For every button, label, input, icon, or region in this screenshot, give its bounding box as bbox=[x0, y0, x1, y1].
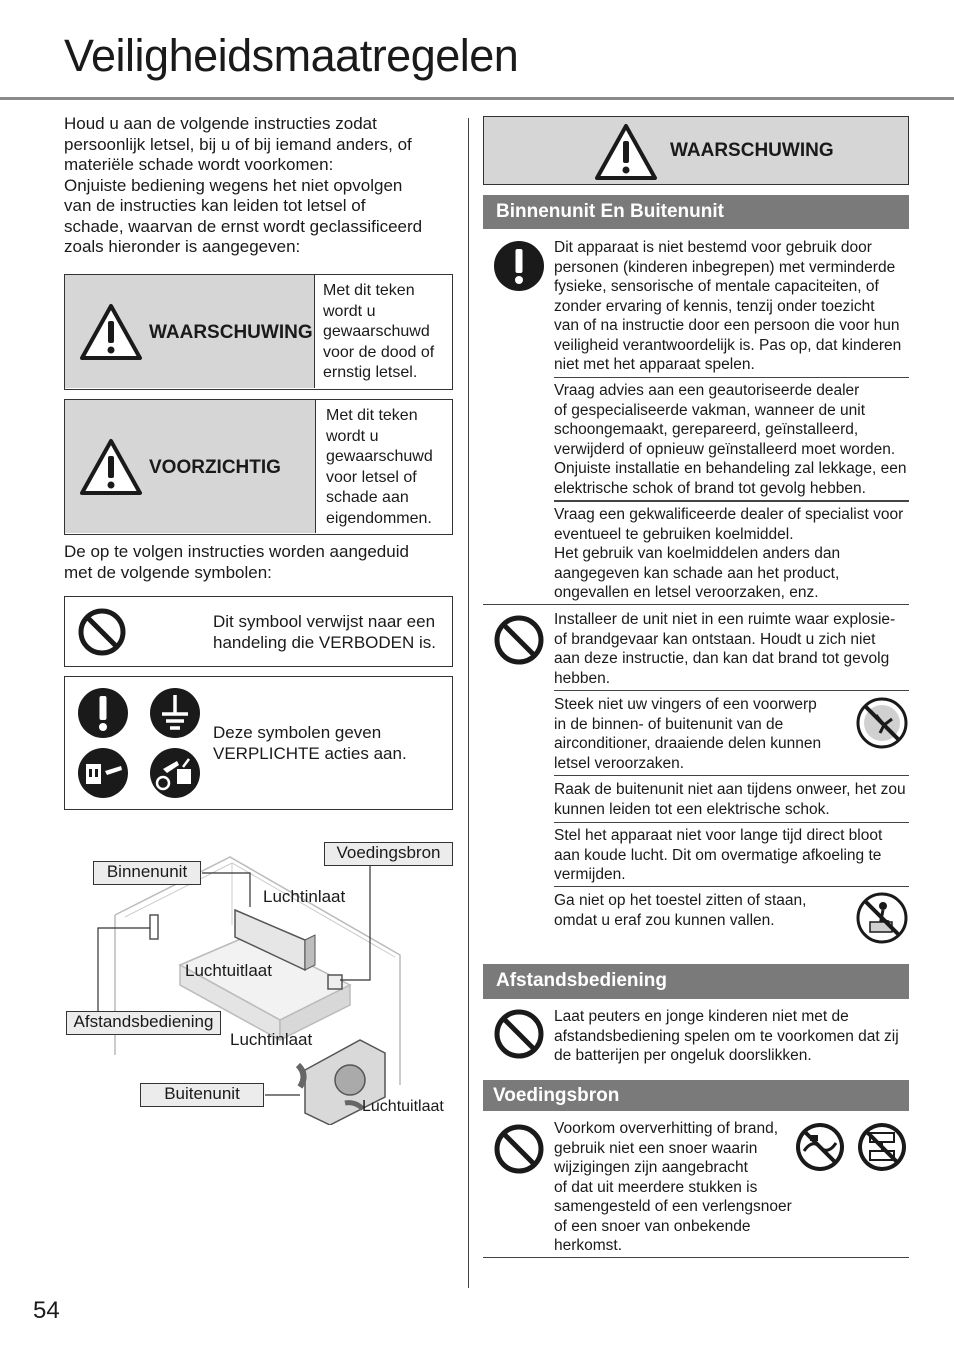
mandatory-symbols-text: Deze symbolen geven VERPLICHTE acties aan. bbox=[213, 723, 407, 763]
no-modified-cord-icon bbox=[794, 1121, 846, 1173]
indoor-unit-side bbox=[305, 935, 315, 970]
page-number: 54 bbox=[33, 1297, 60, 1324]
page-title: Veiligheidsmaatregelen bbox=[64, 30, 519, 81]
section-header-binnenunit: Binnenunit En Buitenunit bbox=[483, 195, 909, 229]
unplug-socket-icon bbox=[77, 747, 129, 799]
intro-text: Houd u aan de volgende instructies zodat persoonlijk letsel, bij u of bij iemand anders, of materiële schade wordt voorkomen: Onjuiste bediening wegens het niet opvolgen van de instructies kan leiden tot letsel of schade, waarvan de ernst wordt geclassificeerd zoals hieronder is aangegeven: bbox=[64, 114, 423, 256]
warning-header-box bbox=[483, 116, 909, 185]
caution-level-label: VOORZICHTIG bbox=[149, 457, 281, 478]
caution-level-label-cell bbox=[65, 400, 316, 533]
no-fingers-in-fan-icon bbox=[856, 697, 908, 749]
item-separator bbox=[554, 775, 909, 776]
warning-triangle-icon bbox=[79, 303, 143, 361]
afstandsbediening-tag: Afstandsbediening bbox=[66, 1011, 221, 1035]
prohibited-symbol-box bbox=[64, 596, 453, 667]
section-header-voedingsbron: Voedingsbron bbox=[483, 1080, 909, 1111]
afstandsbediening-leader bbox=[98, 928, 150, 1012]
title-divider bbox=[0, 97, 954, 100]
binnen-prohibited-item-5: Ga niet op het toestel zitten of staan, omdat u eraf zou kunnen vallen. bbox=[554, 892, 807, 929]
item-separator bbox=[554, 822, 909, 823]
caution-triangle-icon bbox=[79, 438, 143, 496]
mandatory-exclamation-icon bbox=[493, 240, 545, 292]
warning-level-label-cell bbox=[65, 275, 315, 388]
item-separator bbox=[554, 886, 909, 887]
section-header-afstandsbediening: Afstandsbediening bbox=[483, 964, 909, 999]
binnen-prohibited-item-2: Steek niet uw vingers of een voorwerp in de binnen- of buitenunit van de airconditioner, draaiende delen kunnen letsel veroorzaken. bbox=[554, 696, 822, 772]
warning-level-description: Met dit teken wordt u gewaarschuwd voor de dood of ernstig letsel. bbox=[323, 282, 435, 381]
binnen-mandatory-item-2: Vraag advies aan een geautoriseerde dealer of gespecialiseerde vakman, wanneer de unit schoongemaakt, gerepareerd, geïnstalleerd, verwijderd of opnieuw geïnstalleerd moet worden. Onjuiste installatie en behandeling zal lekkage, een elektrische schok of brand tot gevolg hebben. bbox=[554, 382, 907, 497]
warning-level-label: WAARSCHUWING bbox=[149, 322, 313, 343]
item-separator bbox=[554, 690, 909, 691]
voeding-prohibited-item: Voorkom oververhitting of brand, gebruik niet een snoer waarin wijzigingen zijn aangebracht of dat uit meerdere stukken is samengesteld of een verlengsnoer of een snoer van onbekende herkomst. bbox=[554, 1120, 792, 1254]
binnen-mandatory-item-1: Dit apparaat is niet bestemd voor gebruik door personen (kinderen inbegrepen) met verminderde fysieke, sensorische of mentale capaciteiten, of zonder ervaring of kennis, tenzij onder toezicht van of na instructie door een persoon die voor hun veiligheid verantwoordelijk is. Pas op, dat kinderen niet met het apparaat spelen. bbox=[554, 239, 902, 373]
group-separator bbox=[483, 604, 909, 605]
binnen-prohibited-item-1: Installeer de unit niet in een ruimte waar explosie- of brandgevaar kan ontstaan. Houdt u zich niet aan deze instructie, dan kan dat brand tot gevolg hebben. bbox=[554, 611, 896, 687]
mandatory-symbols-box bbox=[64, 676, 453, 810]
luchtinlaat-bottom-label: Luchtinlaat bbox=[230, 1030, 313, 1049]
remote-holder-shape bbox=[150, 915, 158, 939]
item-separator bbox=[554, 500, 909, 502]
prohibited-icon bbox=[493, 1008, 545, 1060]
prohibited-icon bbox=[493, 1123, 545, 1175]
outdoor-unit-fan bbox=[335, 1065, 365, 1095]
column-divider bbox=[468, 118, 469, 1288]
voedingsbron-tag: Voedingsbron bbox=[324, 842, 453, 866]
symbols-intro: De op te volgen instructies worden aangeduid met de volgende symbolen: bbox=[64, 542, 409, 582]
item-separator bbox=[554, 377, 909, 378]
binnen-prohibited-item-3: Raak de buitenunit niet aan tijdens onweer, het zou kunnen leiden tot een elektrische schok. bbox=[554, 781, 906, 818]
section-end-separator bbox=[483, 1257, 909, 1258]
caution-level-box bbox=[64, 399, 453, 535]
buitenunit-tag: Buitenunit bbox=[140, 1083, 264, 1107]
luchtuitlaat-mid-label: Luchtuitlaat bbox=[185, 961, 272, 980]
afstand-prohibited-item: Laat peuters en jonge kinderen niet met de afstandsbediening spelen om te voorkomen dat zij de batterijen per ongeluk doorslikken. bbox=[554, 1008, 899, 1064]
warning-header-icon bbox=[594, 123, 658, 181]
mandatory-exclamation-icon bbox=[77, 687, 129, 739]
binnenunit-leader bbox=[202, 873, 250, 907]
prohibited-icon bbox=[493, 614, 545, 666]
warning-level-box bbox=[64, 274, 453, 390]
airflow-in-arrow bbox=[298, 1065, 304, 1087]
power-outlet-shape bbox=[328, 975, 342, 989]
prohibited-symbol-text: Dit symbool verwijst naar een handeling die VERBODEN is. bbox=[213, 612, 437, 652]
no-extension-cord-icon bbox=[856, 1121, 908, 1173]
binnenunit-tag: Binnenunit bbox=[93, 861, 201, 885]
binnen-mandatory-item-3: Vraag een gekwalificeerde dealer of specialist voor eventueel te gebruiken koelmiddel. Het gebruik van koelmiddelen anders dan aangegeven kan schade aan het product, ongevallen en letsel veroorzaken, enz. bbox=[554, 506, 904, 601]
binnen-prohibited-item-4: Stel het apparaat niet voor lange tijd direct bloot aan koude lucht. Dit om overmatige afkoeling te vermijden. bbox=[554, 827, 883, 883]
luchtuitlaat-bottom-label: Luchtuitlaat bbox=[362, 1098, 444, 1115]
warning-header-label: WAARSCHUWING bbox=[670, 140, 834, 161]
no-sitting-on-unit-icon bbox=[856, 892, 908, 944]
disconnect-power-icon bbox=[149, 747, 201, 799]
earth-ground-icon bbox=[149, 687, 201, 739]
prohibited-icon bbox=[77, 607, 127, 657]
luchtinlaat-top-label: Luchtinlaat bbox=[263, 887, 346, 906]
caution-level-description: Met dit teken wordt u gewaarschuwd voor letsel of schade aan eigendommen. bbox=[326, 407, 433, 527]
